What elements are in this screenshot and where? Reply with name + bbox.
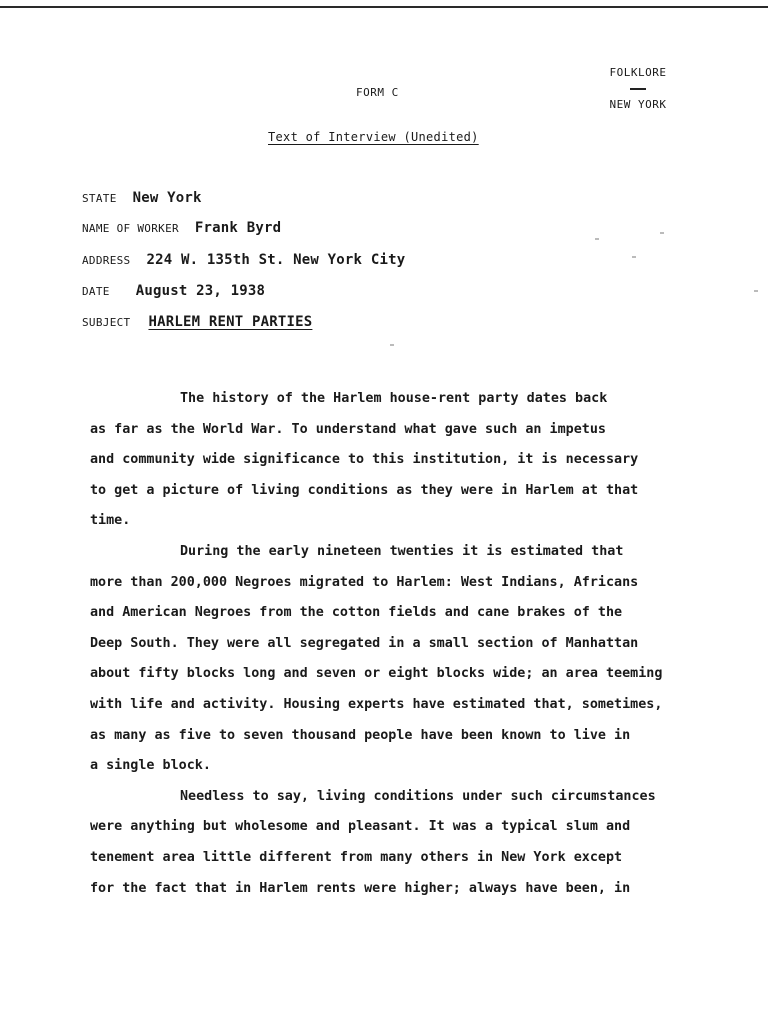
subject-label: SUBJECT [82, 316, 131, 329]
body-line: Needless to say, living conditions under such circumstances [180, 788, 656, 804]
body-line: for the fact that in Harlem rents were higher; always have been, in [90, 880, 631, 896]
field-subject [82, 314, 312, 330]
body-line: The history of the Harlem house-rent party dates back [180, 391, 608, 406]
worker-value: Frank Byrd [194, 220, 282, 236]
field-state [82, 190, 202, 206]
body-line: were anything but wholesome and pleasant. It was a typical slum and [90, 819, 631, 835]
paper-speck [754, 290, 758, 292]
paper-speck [390, 344, 394, 346]
date-label: DATE [82, 285, 110, 298]
document-subtitle: Text of Interview (Unedited) [268, 130, 479, 144]
date-value: August 23, 1938 [135, 283, 266, 299]
header-right-block [596, 66, 680, 111]
subject-value: HARLEM RENT PARTIES [148, 314, 313, 330]
paper-speck [595, 238, 599, 240]
interview-body-text [90, 384, 740, 904]
body-line: more than 200,000 Negroes migrated to Harlem: West Indians, Africans [90, 574, 639, 590]
body-line: about fifty blocks long and seven or eight blocks wide; an area teeming [90, 666, 663, 682]
region-label: NEW YORK [609, 98, 667, 111]
paper-speck [632, 256, 636, 258]
address-value: 224 W. 135th St. New York City [146, 252, 406, 268]
body-line: During the early nineteen twenties it is estimated that [180, 543, 624, 559]
body-line: to get a picture of living conditions as they were in Harlem at that [90, 482, 639, 498]
field-address [82, 252, 405, 268]
body-line: as far as the World War. To understand what gave such an impetus [90, 421, 606, 437]
body-line: Deep South. They were all segregated in a small section of Manhattan [90, 635, 639, 651]
body-line: with life and activity. Housing experts have estimated that, sometimes, [90, 696, 663, 712]
top-border-line [0, 6, 768, 8]
body-line: and American Negroes from the cotton fields and cane brakes of the [90, 605, 623, 621]
body-line: and community wide significance to this institution, it is necessary [90, 452, 639, 468]
address-label: ADDRESS [82, 254, 131, 267]
state-value: New York [132, 190, 202, 206]
field-date [82, 283, 265, 299]
paper-speck [660, 232, 664, 234]
form-label: FORM C [356, 86, 399, 99]
body-line: a single block. [90, 758, 211, 774]
body-line: as many as five to seven thousand people have been known to live in [90, 727, 631, 743]
body-line: tenement area little different from many others in New York except [90, 849, 623, 865]
worker-label: NAME OF WORKER [82, 222, 179, 235]
field-worker [82, 220, 281, 236]
state-label: STATE [82, 192, 117, 205]
folklore-label: FOLKLORE [609, 66, 667, 79]
body-line: time. [90, 513, 131, 529]
header-dash [630, 88, 646, 90]
